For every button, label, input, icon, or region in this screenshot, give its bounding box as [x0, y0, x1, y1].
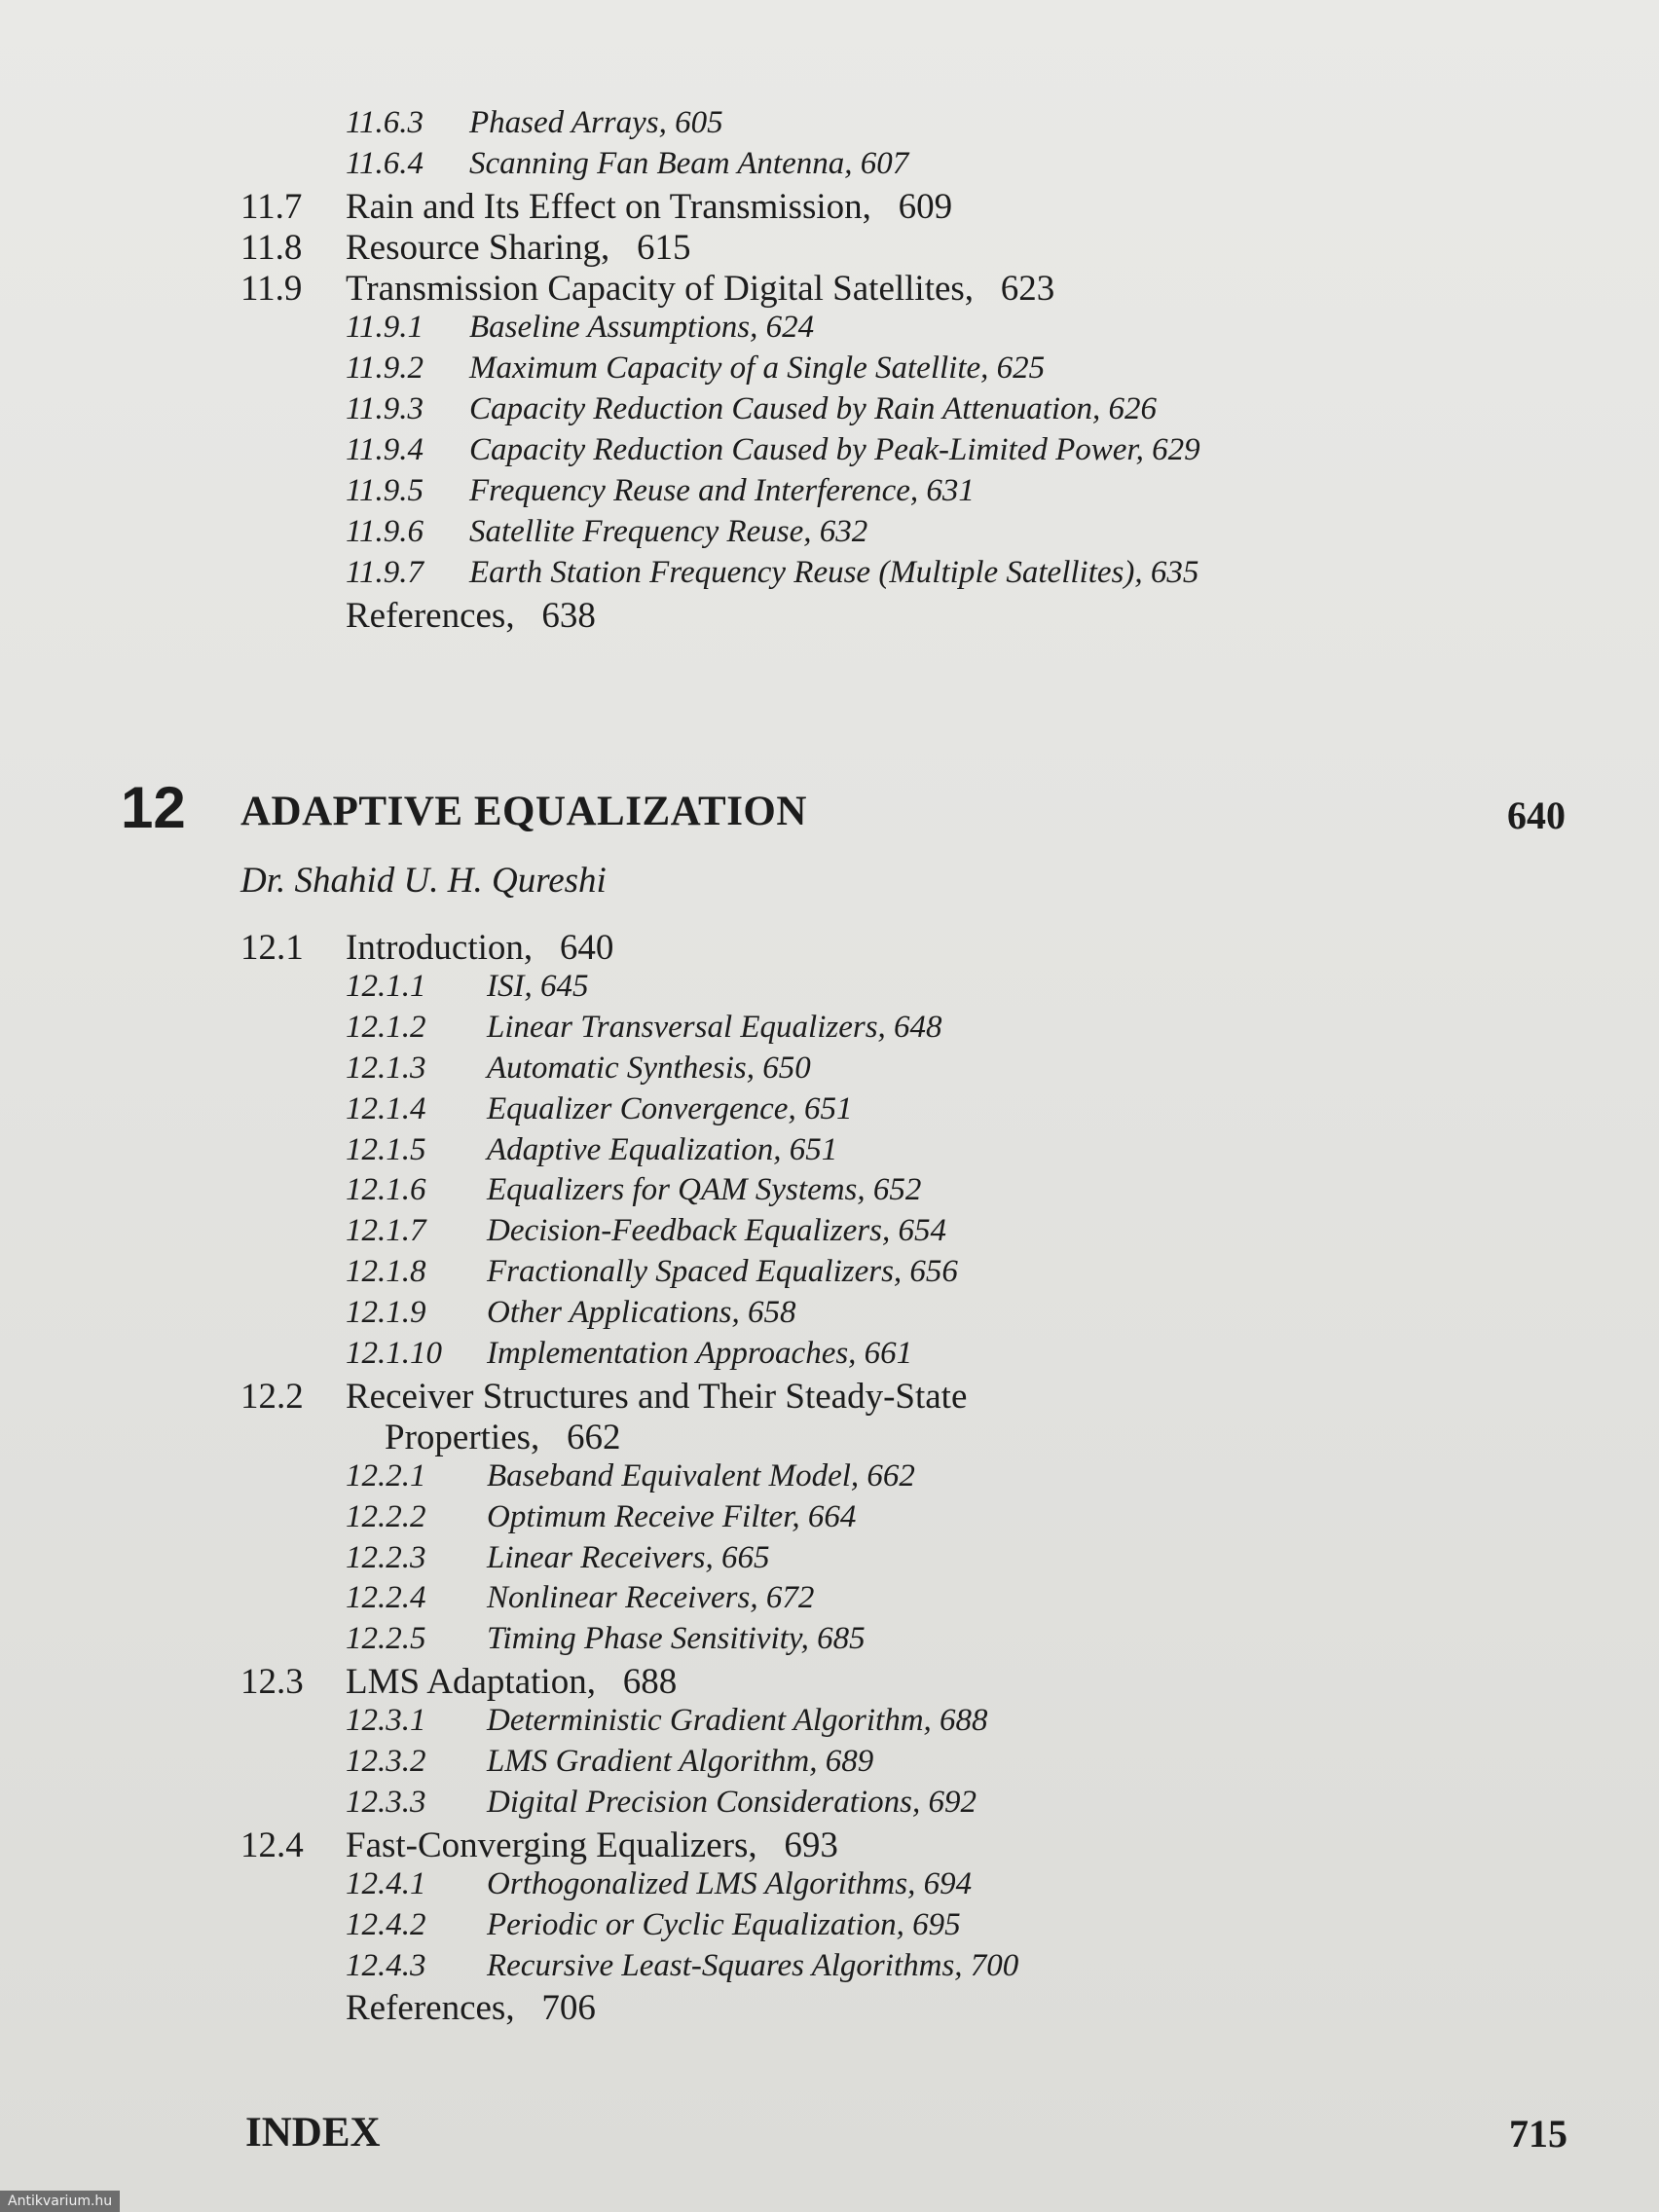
toc-subsection-title: Capacity Reduction Caused by Rain Attenuation, 626: [469, 391, 1158, 426]
toc-subsection-number: 12.2.2: [346, 1498, 426, 1534]
chapter-author: Dr. Shahid U. H. Qureshi: [240, 861, 607, 901]
toc-subsection-number: 12.1.1: [346, 968, 426, 1004]
toc-subsection-title: Baseband Equivalent Model, 662: [487, 1457, 915, 1493]
toc-subsection-number: 12.1.3: [346, 1050, 426, 1086]
chapter-number: 12: [121, 775, 186, 840]
toc-subsection-title: ISI, 645: [487, 968, 589, 1004]
toc-subsection-title: Satellite Frequency Reuse, 632: [469, 514, 868, 549]
toc-section-title: Properties, 662: [385, 1417, 621, 1457]
watermark: Antikvarium.hu: [0, 2191, 120, 2212]
toc-section-number: 12.1: [240, 928, 304, 968]
toc-subsection-title: Linear Receivers, 665: [487, 1539, 770, 1575]
toc-subsection-number: 12.4.2: [346, 1906, 426, 1942]
toc-section-title: Receiver Structures and Their Steady-State: [346, 1376, 968, 1417]
toc-subsection-number: 12.1.5: [346, 1131, 426, 1167]
toc-subsection-number: 12.4.1: [346, 1865, 426, 1901]
toc-section-number: 11.7: [240, 187, 303, 227]
toc-subsection-title: Baseline Assumptions, 624: [469, 310, 815, 345]
toc-section-number: 11.8: [240, 228, 303, 268]
toc-subsection-title: LMS Gradient Algorithm, 689: [487, 1744, 874, 1779]
toc-subsection-number: 12.1.4: [346, 1090, 426, 1126]
toc-subsection-title: Decision-Feedback Equalizers, 654: [487, 1213, 946, 1249]
toc-subsection-number: 12.3.2: [346, 1744, 426, 1779]
toc-subsection-title: Other Applications, 658: [487, 1295, 796, 1331]
toc-subsection-number: 12.1.6: [346, 1172, 426, 1208]
toc-section-title: Rain and Its Effect on Transmission, 609: [346, 187, 953, 227]
chapter-title: ADAPTIVE EQUALIZATION: [240, 789, 807, 834]
toc-section-title: References, 638: [346, 596, 596, 636]
toc-subsection-title: Digital Precision Considerations, 692: [487, 1784, 977, 1820]
toc-subsection-title: Linear Transversal Equalizers, 648: [487, 1009, 942, 1045]
toc-subsection-number: 12.3.3: [346, 1784, 426, 1820]
toc-section-title: LMS Adaptation, 688: [346, 1662, 678, 1703]
toc-subsection-number: 11.6.4: [346, 146, 424, 181]
toc-subsection-number: 11.9.5: [346, 473, 424, 508]
toc-subsection-number: 11.9.2: [346, 350, 424, 386]
index-heading: INDEX: [245, 2110, 381, 2156]
toc-subsection-title: Timing Phase Sensitivity, 685: [487, 1621, 866, 1657]
toc-subsection-number: 12.2.1: [346, 1457, 426, 1493]
toc-subsection-number: 12.1.9: [346, 1295, 426, 1331]
toc-subsection-number: 11.9.1: [346, 310, 424, 345]
toc-subsection-number: 12.2.4: [346, 1580, 426, 1616]
toc-section-title: Resource Sharing, 615: [346, 228, 691, 268]
toc-subsection-title: Orthogonalized LMS Algorithms, 694: [487, 1865, 973, 1901]
toc-subsection-number: 12.4.3: [346, 1947, 426, 1983]
toc-section-title: Fast-Converging Equalizers, 693: [346, 1825, 838, 1865]
toc-section-number: 12.4: [240, 1825, 304, 1865]
toc-subsection-title: Frequency Reuse and Interference, 631: [469, 473, 975, 508]
toc-section-title: Introduction, 640: [346, 928, 614, 968]
toc-section-title: References, 706: [346, 1988, 596, 2029]
chapter-page-number: 640: [1507, 793, 1566, 837]
toc-subsection-number: 12.1.2: [346, 1009, 426, 1045]
toc-subsection-title: Earth Station Frequency Reuse (Multiple Satellites), 635: [469, 555, 1199, 590]
toc-subsection-title: Maximum Capacity of a Single Satellite, 625: [469, 350, 1046, 386]
toc-subsection-title: Recursive Least-Squares Algorithms, 700: [487, 1947, 1019, 1983]
toc-subsection-title: Equalizers for QAM Systems, 652: [487, 1172, 922, 1208]
toc-section-number: 12.2: [240, 1376, 304, 1417]
toc-subsection-title: Adaptive Equalization, 651: [487, 1131, 838, 1167]
toc-subsection-number: 11.9.3: [346, 391, 424, 426]
toc-subsection-title: Capacity Reduction Caused by Peak-Limited Power, 629: [469, 432, 1200, 467]
toc-subsection-title: Equalizer Convergence, 651: [487, 1090, 853, 1126]
toc-subsection-title: Phased Arrays, 605: [469, 105, 723, 140]
toc-subsection-title: Optimum Receive Filter, 664: [487, 1498, 857, 1534]
toc-subsection-number: 11.6.3: [346, 105, 424, 140]
toc-section-number: 11.9: [240, 269, 303, 309]
toc-subsection-title: Implementation Approaches, 661: [487, 1336, 913, 1371]
toc-subsection-number: 11.9.4: [346, 432, 424, 467]
toc-subsection-title: Fractionally Spaced Equalizers, 656: [487, 1254, 958, 1290]
toc-subsection-number: 12.2.3: [346, 1539, 426, 1575]
toc-subsection-number: 12.1.8: [346, 1254, 426, 1290]
toc-subsection-number: 12.3.1: [346, 1703, 426, 1739]
toc-subsection-title: Nonlinear Receivers, 672: [487, 1580, 815, 1616]
toc-subsection-title: Scanning Fan Beam Antenna, 607: [469, 146, 909, 181]
toc-subsection-number: 11.9.6: [346, 514, 424, 549]
toc-section-title: Transmission Capacity of Digital Satellites, 623: [346, 269, 1055, 309]
toc-subsection-number: 12.2.5: [346, 1621, 426, 1657]
toc-subsection-title: Periodic or Cyclic Equalization, 695: [487, 1906, 961, 1942]
toc-subsection-number: 12.1.7: [346, 1213, 426, 1249]
toc-subsection-number: 12.1.10: [346, 1336, 442, 1371]
toc-subsection-number: 11.9.7: [346, 555, 424, 590]
index-page-number: 715: [1509, 2112, 1567, 2156]
toc-section-number: 12.3: [240, 1662, 304, 1703]
toc-subsection-title: Deterministic Gradient Algorithm, 688: [487, 1703, 988, 1739]
toc-subsection-title: Automatic Synthesis, 650: [487, 1050, 811, 1086]
